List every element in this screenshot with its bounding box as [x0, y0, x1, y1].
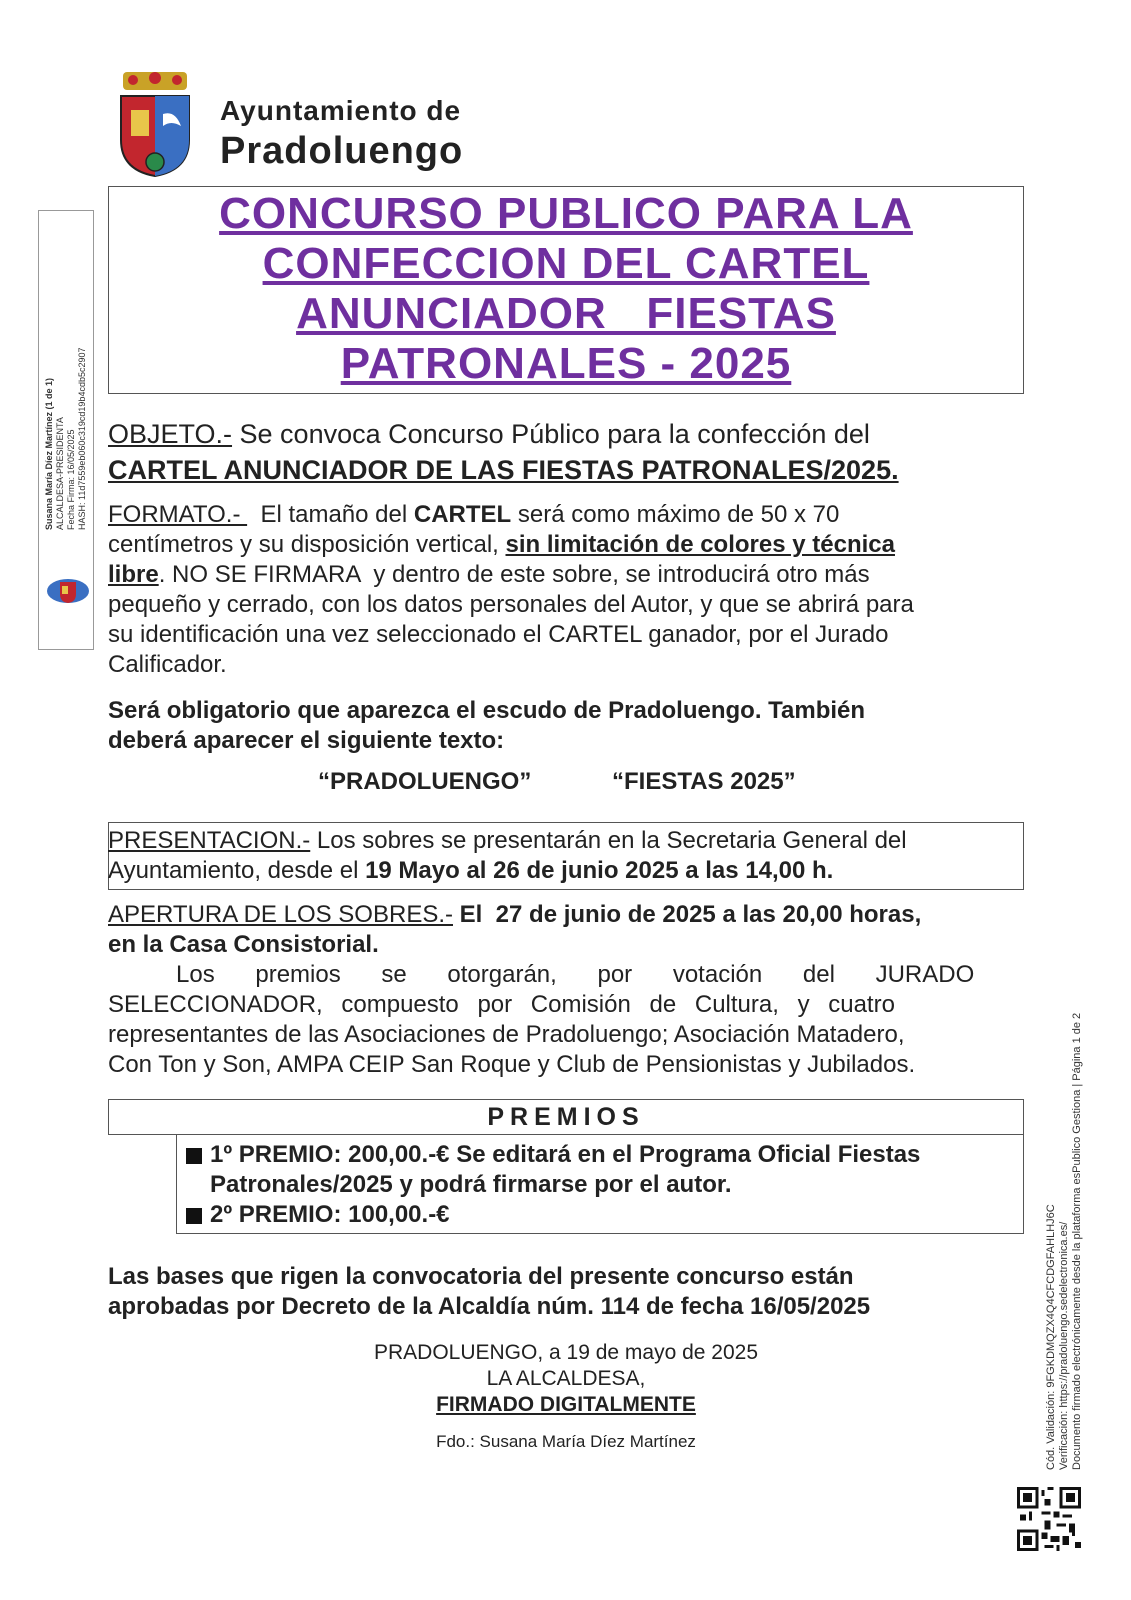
formato-text-1a: El tamaño del [247, 501, 414, 528]
obligatorio-section [108, 696, 1024, 756]
prize-1-line-2: Patronales/2025 y podrá firmarse por el autor. [210, 1171, 732, 1198]
signature-block [108, 1340, 1024, 1418]
bases-text-2: aprobadas por Decreto de la Alcaldía núm. 114 de fecha 16/05/2025 [108, 1293, 871, 1320]
signature-name: Fdo.: Susana María Díez Martínez [436, 1432, 696, 1451]
signature-digital: FIRMADO DIGITALMENTE [436, 1393, 696, 1416]
signature-role: LA ALCALDESA, [486, 1367, 646, 1390]
verification-url[interactable]: Verificación: https://pradoluengo.sedelectronica.es/ [1058, 1221, 1070, 1470]
apertura-text-1: El 27 de junio de 2025 a las 20,00 horas, [453, 901, 922, 928]
objeto-text-line-1 [108, 416, 870, 452]
bullet-icon [186, 1148, 202, 1164]
bases-text-1: Las bases que rigen la convocatoria del presente concurso están [108, 1263, 854, 1290]
formato-text-4: pequeño y cerrado, con los datos personales del Autor, y que se abrirá para [108, 591, 914, 618]
title-box [108, 186, 1024, 394]
required-text-pradoluengo: “PRADOLUENGO” [318, 768, 532, 795]
formato-text-5: su identificación una vez seleccionado el CARTEL ganador, por el Jurado [108, 621, 889, 648]
title-line-4: PATRONALES - 2025 [340, 339, 792, 388]
formato-text-3b: . NO SE FIRMARA y dentro de este sobre, se introducirá otro más [158, 561, 870, 588]
apertura-text-5: representantes de las Asociaciones de Pradoluengo; Asociación Matadero, [108, 1021, 905, 1048]
sidebar-signer: Susana María Díez Martínez (1 de 1) [44, 377, 54, 530]
formato-text-2b: sin limitación de colores y técnica [505, 531, 895, 558]
obligatorio-text-1: Será obligatorio que aparezca el escudo de Pradoluengo. También [108, 697, 866, 724]
signature-place-date: PRADOLUENGO, a 19 de mayo de 2025 [373, 1341, 759, 1364]
premios-heading: PREMIOS [108, 1099, 1024, 1135]
objeto-label: OBJETO.- [108, 419, 233, 449]
apertura-text-3: Los premios se otorgarán, por votación del JURADO [176, 961, 975, 988]
qr-code-icon [1017, 1487, 1081, 1551]
bases-section [108, 1262, 1024, 1322]
obligatorio-text-2: deberá aparecer el siguiente texto: [108, 727, 505, 754]
formato-text-1c: será como máximo de 50 x 70 [511, 501, 840, 528]
verification-code: Cód. Validación: 9FGKDMQZX4Q4CFCDGFAHLHJ6C [1045, 1204, 1057, 1470]
apertura-text-2: en la Casa Consistorial. [108, 931, 379, 958]
presentacion-text-2a: Ayuntamiento, desde el [108, 857, 366, 884]
bullet-icon [186, 1208, 202, 1224]
municipality-line-1: Ayuntamiento de [220, 95, 462, 126]
apertura-text-4: SELECCIONADOR, compuesto por Comisión de Cultura, y cuatro [108, 991, 895, 1018]
sidebar-hash: HASH: 11d7559eb060c319cd19b4cdb5c2907 [77, 347, 87, 530]
title-line-2: CONFECCION DEL CARTEL [262, 239, 870, 288]
required-text-fiestas: “FIESTAS 2025” [612, 768, 796, 795]
presentacion-section [108, 826, 1024, 886]
formato-text-3a: libre [108, 561, 159, 588]
formato-section [108, 500, 1024, 680]
municipal-crest-logo [115, 70, 195, 180]
title-line-3: ANUNCIADOR FIESTAS [296, 289, 836, 338]
prize-1-line-1: 1º PREMIO: 200,00.-€ Se editará en el Programa Oficial Fiestas [210, 1141, 921, 1168]
presentacion-text-2b: 19 Mayo al 26 de junio 2025 a las 14,00 h. [365, 857, 834, 884]
title-line-1: CONCURSO PUBLICO PARA LA [219, 189, 913, 238]
apertura-label: APERTURA DE LOS SOBRES.- [108, 901, 453, 928]
sidebar-crest-icon [46, 578, 90, 604]
formato-text-6: Calificador. [108, 651, 227, 678]
prize-2: 2º PREMIO: 100,00.-€ [210, 1201, 450, 1228]
sidebar-date: Fecha Firma: 16/05/2025 [66, 429, 76, 530]
sidebar-text [44, 348, 88, 530]
apertura-text-6: Con Ton y Son, AMPA CEIP San Roque y Club de Pensionistas y Jubilados. [108, 1051, 916, 1078]
presentacion-label: PRESENTACION.- [108, 827, 311, 854]
presentacion-text-1: Los sobres se presentarán en la Secretaria General del [310, 827, 907, 854]
verification-text [1045, 1013, 1084, 1470]
objeto-bold-line: CARTEL ANUNCIADOR DE LAS FIESTAS PATRONALES/2025. [108, 455, 899, 485]
verification-note: Documento firmado electrónicamente desde la plataforma esPublico Gestiona | Página 1 de 2 [1071, 1012, 1083, 1470]
formato-text-1b: CARTEL [413, 501, 512, 528]
objeto-section [108, 416, 1024, 488]
formato-text-2a: centímetros y su disposición vertical, [108, 531, 506, 558]
formato-label: FORMATO.- [108, 501, 248, 528]
objeto-text: Se convoca Concurso Público para la confección del [232, 419, 870, 449]
municipality-name: Pradoluengo [220, 130, 464, 172]
sidebar-role: ALCALDESA-PRESIDENTA [55, 417, 65, 530]
apertura-section [108, 900, 1024, 1080]
